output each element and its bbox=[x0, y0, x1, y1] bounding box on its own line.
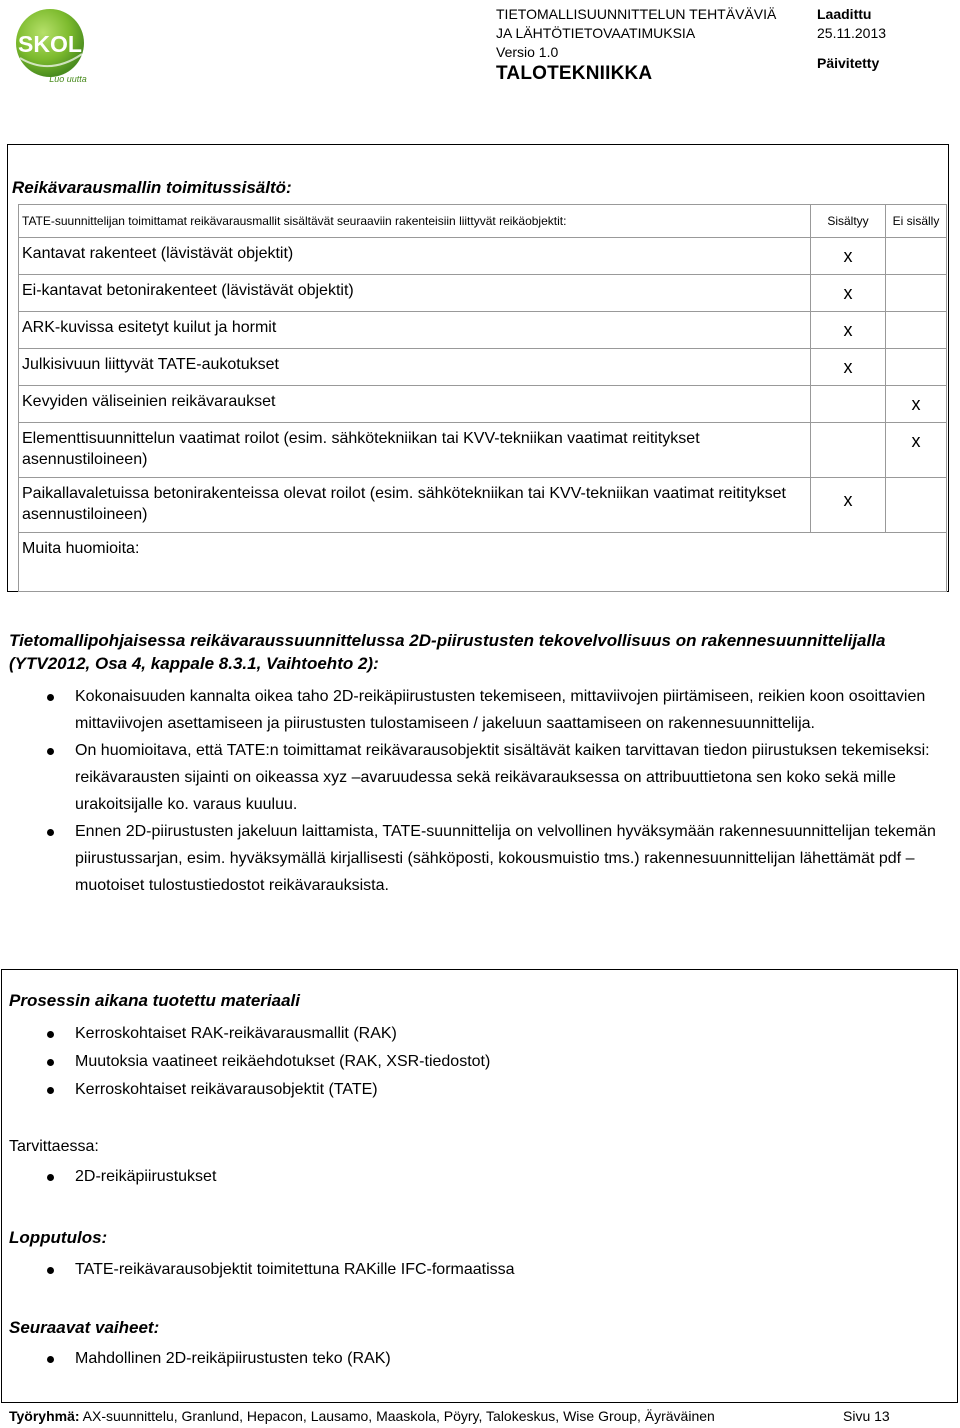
result-list bbox=[9, 1256, 949, 1284]
row-excluded-mark bbox=[886, 238, 946, 246]
logo-subtext: Luo uutta bbox=[49, 74, 87, 84]
list-item: Kerroskohtaiset RAK-reikävarausmallit (RAK) bbox=[9, 1020, 949, 1048]
process-heading: Prosessin aikana tuotettu materiaali bbox=[9, 991, 300, 1010]
needed-label: Tarvittaessa: bbox=[9, 1138, 99, 1155]
bullet-icon bbox=[47, 829, 54, 836]
bullet-icon bbox=[47, 1059, 54, 1066]
row-excluded-mark: x bbox=[911, 394, 921, 414]
row-text: Paikallavaletuissa betonirakenteissa olevat roilot (esim. sähkötekniikan tai KVV-tekniikan vaatimat reititykset asennustiloineen) bbox=[22, 485, 786, 523]
drawing-obligation-list bbox=[9, 683, 955, 899]
doc-title-line-2: JA LÄHTÖTIETOVAATIMUKSIA bbox=[496, 25, 696, 41]
footer-group-members: AX-suunnittelu, Granlund, Hepacon, Lausamo, Maaskola, Pöyry, Talokeskus, Wise Group, Äyräväinen bbox=[82, 1408, 715, 1424]
drawing-obligation-heading: Tietomallipohjaisessa reikävaraussuunnittelussa 2D-piirustusten tekovelvollisuus on rakennesuunnittelijalla (YTV2012, Osa 4, kappale 8.3.1, Vaihtoehto 2): bbox=[9, 631, 886, 673]
row-excluded-mark bbox=[886, 349, 946, 357]
table-header-row bbox=[19, 205, 947, 238]
next-steps-heading: Seuraavat vaiheet: bbox=[9, 1318, 160, 1337]
table-row bbox=[19, 386, 947, 423]
doc-version: Versio 1.0 bbox=[496, 44, 559, 60]
row-included-mark: x bbox=[843, 283, 853, 303]
bullet-icon bbox=[47, 1267, 54, 1274]
table-row bbox=[19, 275, 947, 312]
row-text: Kevyiden väliseinien reikävaraukset bbox=[22, 393, 276, 410]
list-item: Mahdollinen 2D-reikäpiirustusten teko (RAK) bbox=[9, 1345, 949, 1373]
table-row bbox=[19, 238, 947, 275]
needed-list bbox=[9, 1163, 949, 1191]
doc-section: TALOTEKNIIKKA bbox=[496, 63, 653, 84]
delivery-table bbox=[18, 204, 947, 592]
table-row bbox=[19, 533, 947, 592]
row-excluded-mark bbox=[886, 478, 946, 486]
doc-title-block bbox=[496, 5, 776, 62]
table-header-excluded: Ei sisälly bbox=[886, 205, 947, 238]
doc-date-block bbox=[817, 5, 886, 43]
updated-label: Päivitetty bbox=[817, 55, 880, 71]
row-excluded-mark: x bbox=[911, 431, 921, 451]
row-excluded-mark bbox=[886, 275, 946, 283]
bullet-icon bbox=[47, 1174, 54, 1181]
next-steps-list bbox=[9, 1345, 949, 1373]
list-item: 2D-reikäpiirustukset bbox=[9, 1163, 949, 1191]
skol-logo bbox=[10, 6, 94, 86]
table-header-included: Sisältyy bbox=[811, 205, 886, 238]
created-date: 25.11.2013 bbox=[817, 25, 887, 41]
footer-group-label: Työryhmä: bbox=[9, 1408, 80, 1424]
row-included-mark: x bbox=[843, 357, 853, 377]
doc-title-line-1: TIETOMALLISUUNNITTELUN TEHTÄVÄVIÄ bbox=[496, 6, 777, 22]
row-included-mark bbox=[811, 386, 885, 394]
row-text: Muita huomioita: bbox=[22, 540, 140, 557]
row-text: Elementtisuunnittelun vaatimat roilot (esim. sähkötekniikan tai KVV-tekniikan vaatimat reititykset asennustiloineen) bbox=[22, 430, 700, 468]
row-text: Kantavat rakenteet (lävistävät objektit) bbox=[22, 245, 294, 262]
bullet-icon bbox=[47, 1087, 54, 1094]
table-row bbox=[19, 312, 947, 349]
table-header-description: TATE-suunnittelijan toimittamat reikävarausmallit sisältävät seuraaviin rakenteisiin liittyvät reikäobjektit: bbox=[19, 205, 811, 238]
list-item: TATE-reikävarausobjektit toimitettuna RAKille IFC-formaatissa bbox=[9, 1256, 949, 1284]
page-number: Sivu 13 bbox=[843, 1408, 890, 1424]
created-label: Laadittu bbox=[817, 6, 872, 22]
result-heading: Lopputulos: bbox=[9, 1228, 108, 1247]
process-list bbox=[9, 1020, 949, 1104]
delivery-content-title: Reikävarausmallin toimitussisältö: bbox=[12, 178, 292, 197]
row-text: Ei-kantavat betonirakenteet (lävistävät objektit) bbox=[22, 282, 354, 299]
footer-workgroup bbox=[9, 1408, 715, 1424]
table-row bbox=[19, 423, 947, 478]
table-row bbox=[19, 478, 947, 533]
list-item: Kerroskohtaiset reikävarausobjektit (TATE) bbox=[9, 1076, 949, 1104]
list-item: On huomioitava, että TATE:n toimittamat reikävarausobjektit sisältävät kaiken tarvittavan tiedon piirustuksen tekemiseksi: reikävarausten sijainti on oikeassa xyz –avaruudessa sekä reikävarauksessa on attribuuttietona sen koko sekä mille urakoitsijalle ko. varaus kuuluu. bbox=[9, 737, 955, 818]
bullet-icon bbox=[47, 694, 54, 701]
row-included-mark: x bbox=[843, 490, 853, 510]
bullet-icon bbox=[47, 1356, 54, 1363]
list-item: Ennen 2D-piirustusten jakeluun laittamista, TATE-suunnittelija on velvollinen hyväksymään rakennesuunnittelijan tekemän piirustussarjan, esim. hyväksymällä kirjallisesti (sähköposti, kokousmuistio tms.) rakennesuunnittelijan lähettämät pdf –muotoiset tulostustiedostot reikävarauksista. bbox=[9, 818, 955, 899]
delivery-content-box bbox=[7, 144, 949, 592]
row-text: ARK-kuvissa esitetyt kuilut ja hormit bbox=[22, 319, 277, 336]
row-text: Julkisivuun liittyvät TATE-aukotukset bbox=[22, 356, 279, 373]
logo-text: SKOL bbox=[18, 31, 82, 57]
row-included-mark bbox=[811, 423, 885, 431]
list-item: Muutoksia vaatineet reikäehdotukset (RAK, XSR-tiedostot) bbox=[9, 1048, 949, 1076]
row-included-mark: x bbox=[843, 320, 853, 340]
bullet-icon bbox=[47, 748, 54, 755]
bullet-icon bbox=[47, 1031, 54, 1038]
row-excluded-mark bbox=[886, 312, 946, 320]
list-item: Kokonaisuuden kannalta oikea taho 2D-reikäpiirustusten tekemiseen, mittaviivojen piirtämiseen, reikien koon osoittavien mittaviivojen asettamiseen ja piirustusten tulostamiseen / jakeluun saattamiseen on rakennesuunnittelija. bbox=[9, 683, 955, 737]
table-row bbox=[19, 349, 947, 386]
row-included-mark: x bbox=[843, 246, 853, 266]
